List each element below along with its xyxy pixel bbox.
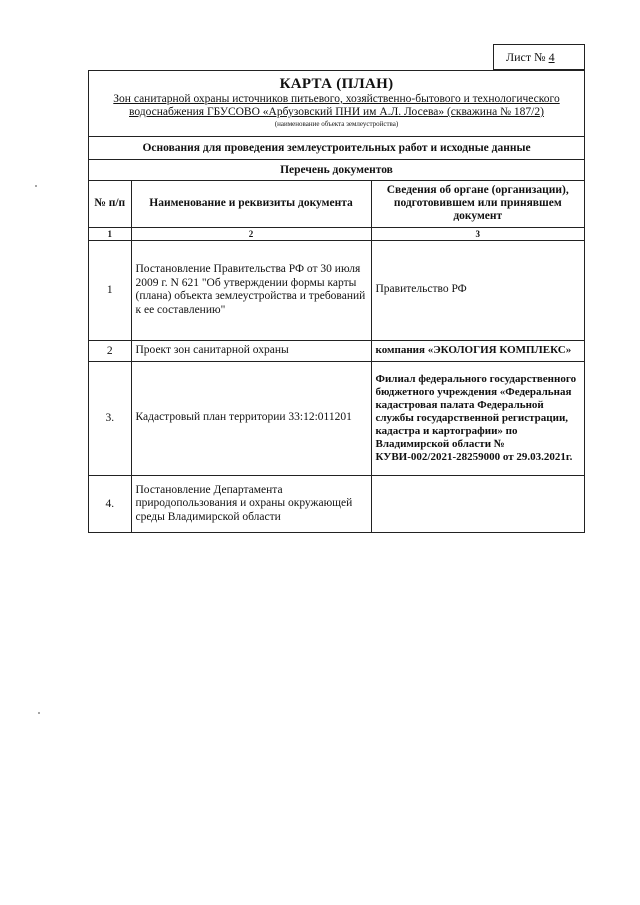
basis-title: Основания для проведения землеустроительных работ и исходные данные: [89, 137, 584, 160]
scan-speck: [35, 185, 37, 187]
sheet-label: Лист №: [506, 50, 546, 64]
map-plan-frame: [88, 70, 585, 533]
column-number: 1: [89, 227, 131, 240]
header-org: Сведения об органе (организации), подготовившем или принявшем документ: [371, 181, 584, 227]
object-name-line-1: Зон санитарной охраны источников питьевого, хозяйственно-бытового и технологического: [113, 93, 560, 105]
document-header: [89, 71, 584, 137]
sheet-number: 4: [548, 50, 555, 64]
table-row: [89, 475, 584, 532]
table-row: [89, 361, 584, 475]
row-number: 2: [89, 340, 131, 361]
row-organization: Филиал федерального государственного бюджетного учреждения «Федеральная кадастровая палата Федеральной службы государственной регистрации, кадастра и картографии» по Владимирской области № КУВИ-002/2021-28259000 от 29.03.2021г.: [371, 361, 584, 475]
row-number: 3.: [89, 361, 131, 475]
row-number: 4.: [89, 475, 131, 532]
sheet-number-box: [493, 44, 585, 70]
column-number: 3: [371, 227, 584, 240]
row-document: Кадастровый план территории 33:12:011201: [131, 361, 371, 475]
row-document: Постановление Правительства РФ от 30 июля 2009 г. N 621 "Об утверждении формы карты (плана) объекта землеустройства и требований к ее составлению": [131, 240, 371, 340]
row-organization: Правительство РФ: [371, 240, 584, 340]
object-name-line-2: водоснабжения ГБУСОВО «Арбузовский ПНИ им А.Л. Лосева» (скважина № 187/2): [129, 106, 544, 118]
column-numbers-row: [89, 227, 584, 240]
row-organization: [371, 475, 584, 532]
table-row: [89, 240, 584, 340]
column-number: 2: [131, 227, 371, 240]
table-header-row: [89, 181, 584, 227]
row-organization: компания «ЭКОЛОГИЯ КОМПЛЕКС»: [371, 340, 584, 361]
row-number: 1: [89, 240, 131, 340]
table-row: [89, 340, 584, 361]
documents-list-title: Перечень документов: [89, 160, 584, 181]
row-document: Проект зон санитарной охраны: [131, 340, 371, 361]
row-document: Постановление Департамента природопользования и охраны окружающей среды Владимирской области: [131, 475, 371, 532]
page-title: КАРТА (ПЛАН): [279, 76, 394, 92]
header-doc: Наименование и реквизиты документа: [131, 181, 371, 227]
documents-table: [89, 181, 584, 532]
scan-speck: [38, 712, 40, 714]
header-num: № п/п: [89, 181, 131, 227]
object-name-note: (наименование объекта землеустройства): [274, 120, 399, 128]
